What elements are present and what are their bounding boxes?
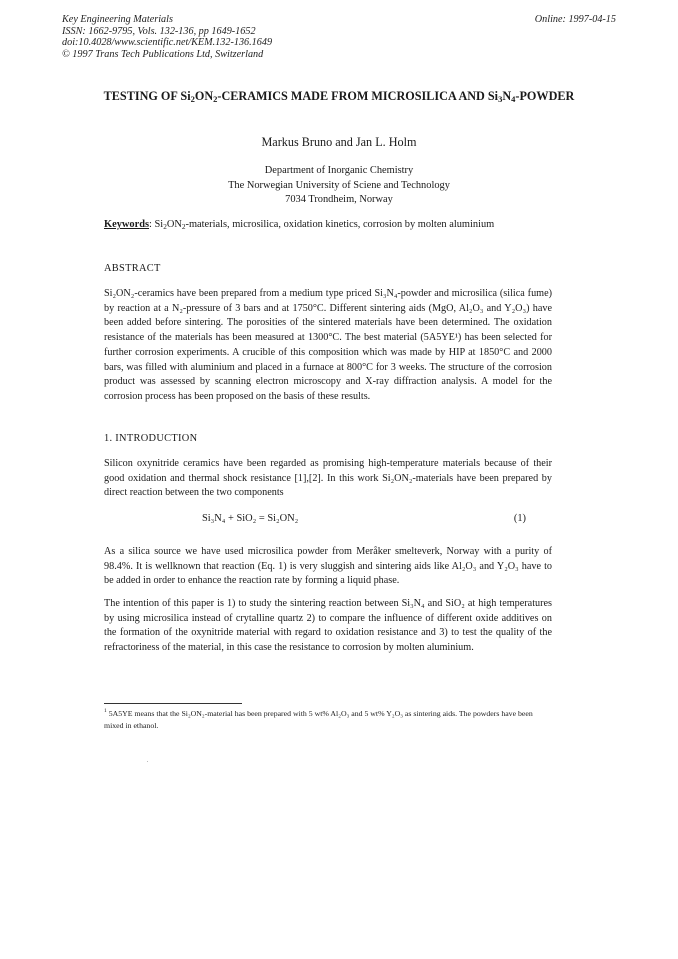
- online-date: Online: 1997-04-15: [534, 14, 616, 25]
- introduction-paragraph-3: The intention of this paper is 1) to study the sintering reaction between Si₃N₄ and SiO₂ at high temperatures by using microsilica instead of crytalline quartz 2) to compare the influence of different oxide additives on the formation of the oxynitride material with regard to oxidation resistance and 3) to test the quality of the refractoriness of the material, in this case the resistance to corrosion by molten aluminium.: [104, 598, 552, 654]
- footnote: [104, 708, 552, 732]
- equation-number: (1): [513, 513, 526, 524]
- affiliation-department: Department of Inorganic Chemistry: [264, 165, 414, 176]
- introduction-heading: 1. INTRODUCTION: [104, 433, 198, 444]
- scan-speck: [147, 761, 148, 762]
- authors: Markus Bruno and Jan L. Holm: [261, 135, 417, 149]
- keywords-label: Keywords: [104, 219, 150, 230]
- journal-header: [62, 14, 272, 60]
- journal-name: Key Engineering Materials: [62, 14, 173, 25]
- paper-title: TESTING OF $Si_2ON_2$-CERAMICS MADE FROM MICROSILICA AND $Si_3N_4$-POWDER: [103, 89, 575, 104]
- issn-line: ISSN: 1662-9795, Vols. 132-136, pp 1649-1652: [62, 25, 256, 37]
- introduction-paragraph-1: Silicon oxynitride ceramics have been regarded as promising high-temperature materials because of their good oxidation and thermal shock resistance [1],[2]. In this work Si₂ON₂-materials have been prepared by direct reaction between the two components: [104, 458, 552, 499]
- keywords-line: Keywords: $Si_2ON_2$-materials, microsilica, oxidation kinetics, corrosion by molten aluminium: [104, 219, 495, 231]
- affiliation-address: 7034 Trondheim, Norway: [285, 194, 393, 205]
- introduction-paragraph-2: As a silica source we have used microsilica powder from Meråker smelteverk, Norway with a purity of 98.4%. It is wellknown that reaction (Eq. 1) is very sluggish and sintering aids like Al₂O₃ and Y₂O₃ have to be added in order to enhance the reaction rate by forming a liquid phase.: [104, 546, 552, 587]
- copyright-line: © 1997 Trans Tech Publications Ltd, Switzerland: [62, 48, 264, 60]
- abstract-text: Si₂ON₂-ceramics have been prepared from a medium type priced Si₃N₄-powder and microsilica (silica fume) by reaction at a N₂-pressure of 3 bars and at 1750°C. Different sintering aids (MgO, Al₂O₃ and Y₂O₃) have been added before sintering. The porosities of the sintered materials have been determined. The oxidation resistance of the materials has been measured at 1300°C. The best material (5A5YE¹) has been selected for further corrosion experiments. A crucible of this composition which was made by HIP at 1850°C and 2000 bars, was filled with aluminium and placed in a furnace at 800°C for 3 weeks. The structure of the corrosion product was assessed by scanning electron microscopy and X-ray diffraction analysis. A model for the corrosion process has been proposed on the basis of these results.: [104, 288, 552, 402]
- doi-line: doi:10.4028/www.scientific.net/KEM.132-136.1649: [62, 37, 273, 48]
- abstract-heading: ABSTRACT: [104, 263, 161, 274]
- equation-body: Si₃N₄ + SiO₂ = Si₂ON₂: [202, 513, 299, 524]
- footnote-mark: 1: [104, 708, 107, 714]
- affiliation-university: The Norwegian University of Sciene and Technology: [228, 179, 450, 191]
- affiliation: [0, 164, 678, 208]
- footnote-divider: [104, 703, 242, 704]
- footnote-text: 5A5YE means that the Si₂ON₂-material has been prepared with 5 wt% Al₂O₃ and 5 wt% Y₂O₃ as sintering aids. The powders have been mixed in ethanol.: [104, 709, 533, 730]
